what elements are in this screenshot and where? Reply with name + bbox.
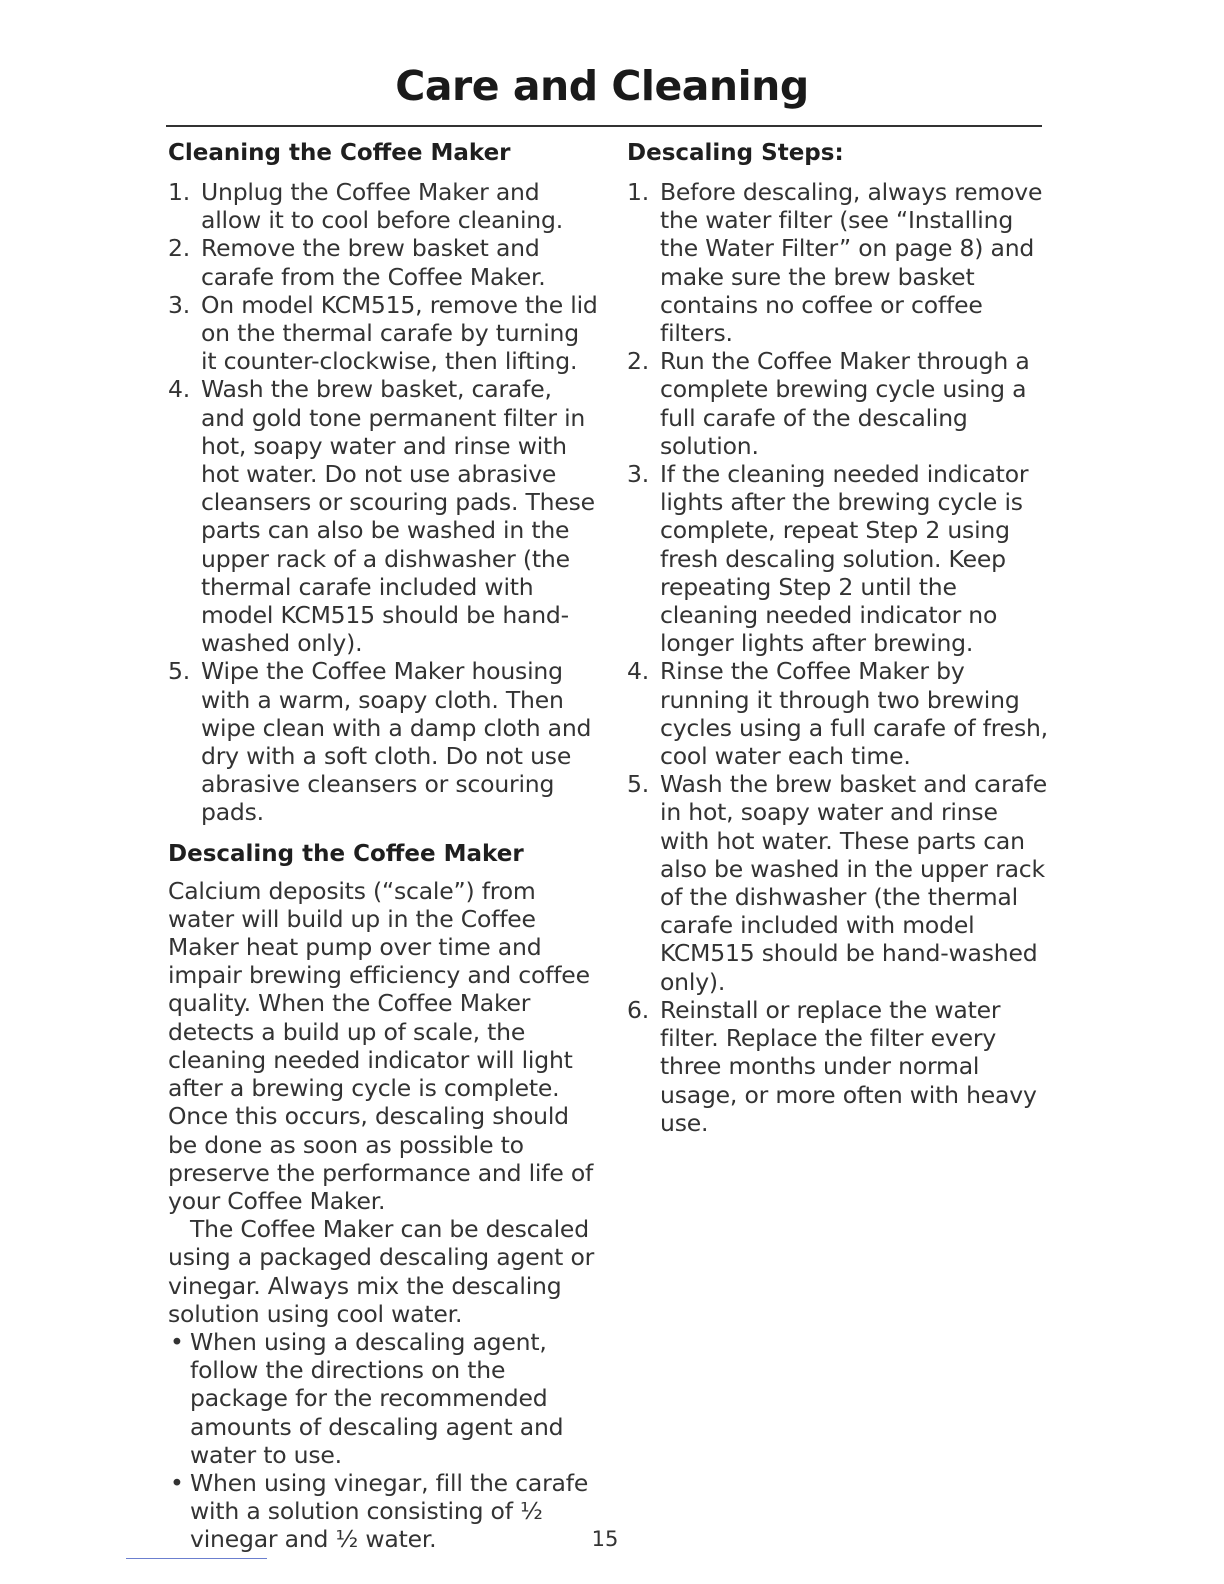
step-number: 2. (627, 347, 650, 376)
bullet-text: When using vinegar, fill the carafe with a solution consisting of ½ vinegar and ½ water. (190, 1468, 589, 1554)
step-text: Wash the brew basket, carafe, and gold tone permanent filter in hot, soapy water and rinse with hot water. Do not use abrasive cleansers or scouring pads. These parts can also be washed in the upper rack of a dishwasher (the thermal carafe included with model KCM515 should be hand-washed only). (201, 375, 595, 658)
step-number: 6. (627, 995, 650, 1024)
cleaning-heading: Cleaning the Coffee Maker (168, 140, 511, 166)
descaling-steps-list (627, 178, 1052, 1137)
step-number: 2. (168, 234, 191, 263)
step-text: Before descaling, always remove the water filter (see “Installing the Water Filter” on page 8) and make sure the brew basket contains no coffee or coffee filters. (660, 178, 1043, 348)
step-text: Reinstall or replace the water filter. Replace the filter every three months under normal usage, or more often with heavy use. (660, 995, 1037, 1137)
left-column (168, 136, 598, 1554)
list-item (627, 770, 1052, 996)
step-number: 4. (627, 657, 650, 686)
step-number: 3. (168, 290, 191, 319)
descaling-paragraph: The Coffee Maker can be descaled using a packaged descaling agent or vinegar. Always mix the descaling solution using cool water. (168, 1215, 595, 1328)
step-text: On model KCM515, remove the lid on the thermal carafe by turning it counter-clockwise, then lifting. (201, 290, 598, 376)
descaling-steps-heading: Descaling Steps: (627, 140, 844, 166)
bullet-icon: • (170, 1327, 184, 1356)
step-number: 3. (627, 460, 650, 489)
list-item (168, 1328, 598, 1469)
footer-divider (126, 1558, 267, 1559)
list-item (168, 291, 598, 376)
step-number: 5. (627, 770, 650, 799)
step-text: Run the Coffee Maker through a complete brewing cycle using a full carafe of the descaling solution. (660, 347, 1030, 460)
descaling-bullets (168, 1328, 598, 1554)
step-number: 4. (168, 375, 191, 404)
step-text: Unplug the Coffee Maker and allow it to cool before cleaning. (201, 178, 563, 235)
list-item (168, 375, 598, 657)
step-number: 1. (627, 178, 650, 206)
list-item (627, 460, 1052, 657)
step-text: Wipe the Coffee Maker housing with a warm, soapy cloth. Then wipe clean with a damp cloth and dry with a soft cloth. Do not use abrasive cleansers or scouring pads. (201, 657, 592, 827)
step-text: Remove the brew basket and carafe from the Coffee Maker. (201, 234, 546, 291)
bullet-icon: • (170, 1468, 184, 1497)
descaling-paragraph: Calcium deposits (“scale”) from water will build up in the Coffee Maker heat pump over time and impair brewing efficiency and coffee quality. When the Coffee Maker detects a build up of scale, the cleaning needed indicator will light after a brewing cycle is complete. Once this occurs, descaling should be done as soon as possible to preserve the performance and life of your Coffee Maker. (168, 876, 594, 1215)
step-text: If the cleaning needed indicator lights after the brewing cycle is complete, repeat Step 2 using fresh descaling solution. Keep repeating Step 2 until the cleaning needed indicator no longer lights after brewing. (660, 460, 1029, 658)
right-column (627, 136, 1052, 1137)
list-item (168, 178, 598, 234)
descaling-heading: Descaling the Coffee Maker (168, 840, 524, 867)
list-item (627, 996, 1052, 1137)
step-number: 5. (168, 657, 191, 686)
step-text: Rinse the Coffee Maker by running it through two brewing cycles using a full carafe of fresh, cool water each time. (660, 657, 1048, 771)
list-item (627, 178, 1052, 347)
step-text: Wash the brew basket and carafe in hot, soapy water and rinse with hot water. These parts can also be washed in the upper rack of the dishwasher (the thermal carafe included with model KCM515 should be hand-washed only). (660, 770, 1048, 996)
list-item (168, 657, 598, 826)
list-item (627, 657, 1052, 770)
cleaning-steps-list (168, 178, 598, 827)
page-number: 15 (591, 1527, 619, 1551)
list-item (168, 234, 598, 290)
page-title: Care and Cleaning (395, 62, 809, 110)
title-divider (166, 125, 1042, 127)
bullet-text: When using a descaling agent, follow the directions on the package for the recommended amounts of descaling agent and water to use. (190, 1327, 564, 1469)
list-item (627, 347, 1052, 460)
step-number: 1. (168, 178, 191, 206)
